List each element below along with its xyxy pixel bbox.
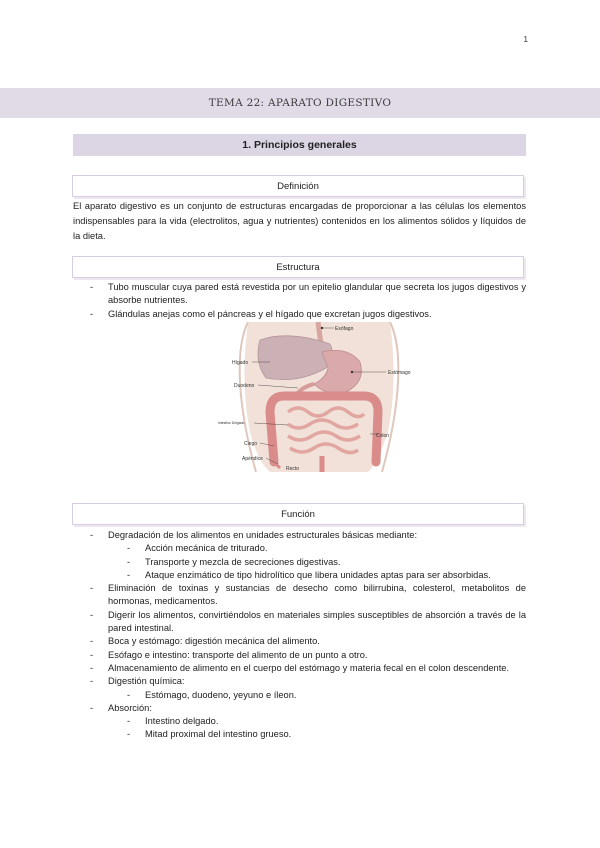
label-duodeno: Duodeno [234,383,255,389]
page-number: 1 [523,35,528,44]
list-item: - Estómago, duodeno, yeyuno e íleon. [73,689,526,702]
list-item: - Mitad proximal del intestino grueso. [73,728,526,741]
list-item: - Degradación de los alimentos en unidades estructurales básicas mediante: [73,529,526,542]
label-estomago: Estómago [388,370,411,376]
list-item: - Ataque enzimático de tipo hidrolítico que libera unidades aptas para ser absorbidas. [73,569,526,582]
label-apendice: Apéndice [242,456,263,462]
definicion-text: El aparato digestivo es un conjunto de estructuras encargadas de proporcionar a las células los elementos indispensables para la vida (electrolitos, agua y nutrientes) contenidos en los alimentos sólidos y líquidos de la dieta. [73,201,526,241]
list-item: - Acción mecánica de triturado. [73,542,526,555]
definicion-heading-box: Definición [72,175,524,197]
label-ciego: Ciego [244,441,258,447]
list-item: - Boca y estómago: digestión mecánica del alimento. [73,635,526,648]
section-heading: 1. Principios generales [73,134,526,156]
digestive-system-illustration [218,322,420,472]
label-intestino-delgado: Intestino Delgado [218,421,245,425]
list-item: - Digerir los alimentos, convirtiéndolos en materiales simples susceptibles de absorción a través de la pared intestinal. [73,609,526,636]
estructura-heading-box: Estructura [72,256,524,278]
tema-title-banner [0,88,600,118]
list-item: - Tubo muscular cuya pared está revestida por un epitelio glandular que secreta los jugos digestivos y absorbe nutrientes. [73,281,526,308]
tema-title: TEMA 22: APARATO DIGESTIVO [208,97,392,109]
label-colon: Colon [376,433,390,439]
list-item: - Intestino delgado. [73,715,526,728]
list-item: - Esófago e intestino: transporte del alimento de un punto a otro. [73,649,526,662]
label-higado: Hígado [232,360,249,366]
estructura-list [73,281,526,321]
label-recto: Recto [286,466,300,472]
list-item: - Glándulas anejas como el páncreas y el hígado que excretan jugos digestivos. [73,308,526,321]
list-item: - Digestión química: [73,675,526,688]
label-esofago: Esófago [335,326,354,332]
list-item: - Almacenamiento de alimento en el cuerpo del estómago y materia fecal en el colon descendente. [73,662,526,675]
list-item: - Absorción: [73,702,526,715]
funcion-list [73,529,526,742]
list-item: - Transporte y mezcla de secreciones digestivas. [73,556,526,569]
funcion-heading-box: Función [72,503,524,525]
list-item: - Eliminación de toxinas y sustancias de desecho como bilirrubina, colesterol, metabolitos de hormonas, medicamentos. [73,582,526,609]
